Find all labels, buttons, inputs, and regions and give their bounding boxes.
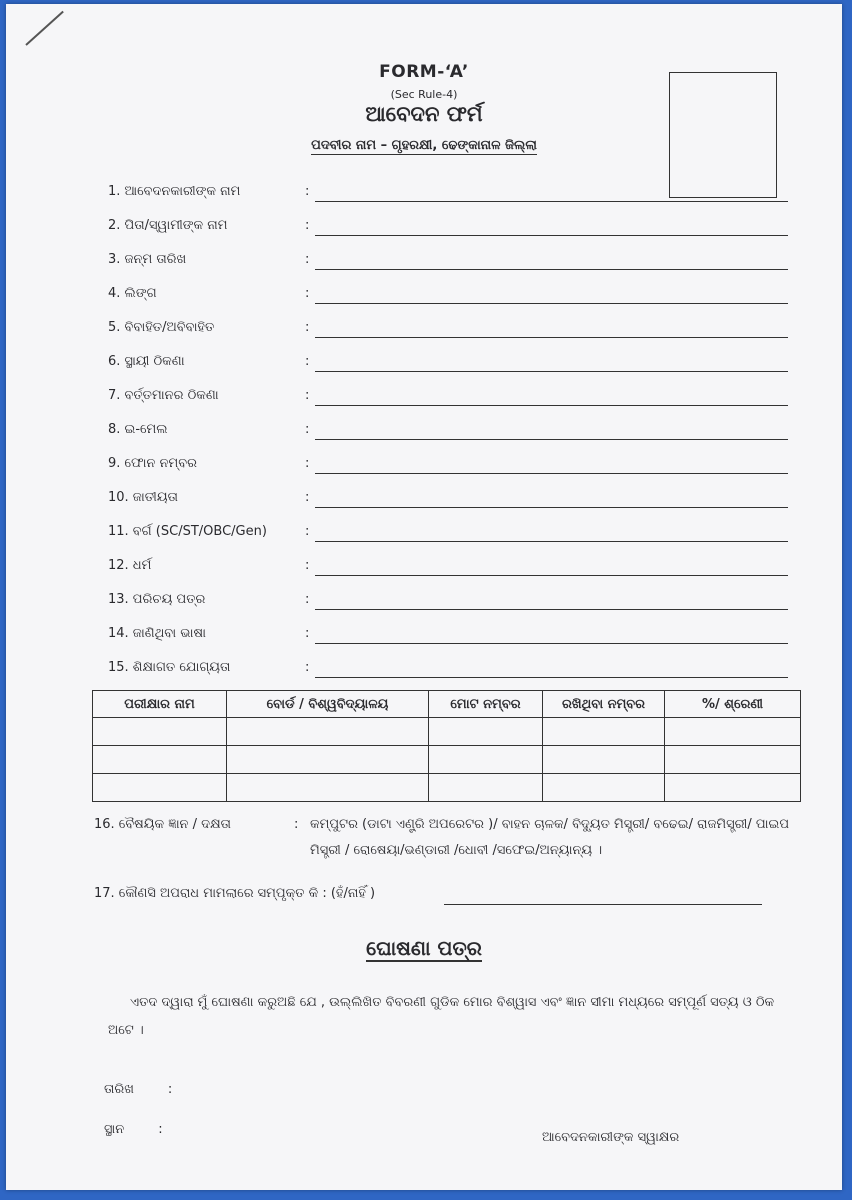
form-field	[108, 660, 788, 682]
form-field	[108, 354, 788, 376]
field-colon: :	[305, 388, 310, 403]
field-colon: :	[305, 252, 310, 267]
table-cell[interactable]	[227, 718, 429, 746]
form-field	[108, 524, 788, 546]
form-field	[108, 456, 788, 478]
table-cell[interactable]	[543, 718, 665, 746]
field-colon: :	[305, 592, 310, 607]
field-input-line[interactable]	[315, 201, 788, 202]
signature-label: ଆବେଦନକାରୀଙ୍କ ସ୍ୱାକ୍ଷର	[542, 1130, 680, 1145]
table-cell[interactable]	[665, 746, 801, 774]
field-label: 14. ଜାଣିଥିବା ଭାଷା	[108, 626, 207, 641]
field-colon: :	[305, 184, 310, 199]
table-row	[93, 746, 801, 774]
place-colon: :	[158, 1122, 163, 1137]
form-subheading: ପଦବୀର ନାମ – ଗୃହରକ୍ଷୀ, ଢେଙ୍କାନାଳ ଜିଲ୍ଲା	[311, 138, 537, 153]
field-input-line[interactable]	[315, 303, 788, 304]
table-row	[93, 774, 801, 802]
field-label: 13. ପରିଚୟ ପତ୍ର	[108, 592, 206, 607]
field-colon: :	[305, 626, 310, 641]
field-input-line[interactable]	[315, 507, 788, 508]
table-cell[interactable]	[429, 746, 543, 774]
field-input-line[interactable]	[315, 405, 788, 406]
field-label: 10. ଜାତୀୟତା	[108, 490, 178, 505]
table-cell[interactable]	[665, 718, 801, 746]
table-cell[interactable]	[227, 746, 429, 774]
field-input-line[interactable]	[315, 439, 788, 440]
skills-colon: :	[294, 817, 299, 832]
field-colon: :	[305, 320, 310, 335]
table-cell[interactable]	[93, 746, 227, 774]
form-field	[108, 252, 788, 274]
field-colon: :	[305, 354, 310, 369]
place-label: ସ୍ଥାନ	[104, 1122, 125, 1137]
table-row	[93, 718, 801, 746]
field-colon: :	[305, 422, 310, 437]
date-field[interactable]	[104, 1082, 172, 1097]
field-input-line[interactable]	[315, 337, 788, 338]
table-header: ବୋର୍ଡ / ବିଶ୍ୱବିଦ୍ୟାଳୟ	[227, 691, 429, 718]
field-input-line[interactable]	[315, 541, 788, 542]
form-field	[108, 626, 788, 648]
table-cell[interactable]	[543, 746, 665, 774]
form-field	[108, 490, 788, 512]
field-input-line[interactable]	[315, 575, 788, 576]
table-cell[interactable]	[543, 774, 665, 802]
field-label: 8. ଇ-ମେଲ	[108, 422, 168, 437]
field-label: 2. ପିତା/ସ୍ୱାମୀଙ୍କ ନାମ	[108, 218, 228, 233]
declaration-title: ଘୋଷଣା ପତ୍ର	[366, 936, 482, 960]
table-header-row	[93, 691, 801, 718]
field-label: 9. ଫୋନ ନମ୍ବର	[108, 456, 197, 471]
field-colon: :	[305, 558, 310, 573]
form-field	[108, 184, 788, 206]
form-heading: ଆବେଦନ ଫର୍ମ	[365, 102, 483, 126]
crime-label: 17. କୌଣସି ଅପରାଧ ମାମଲାରେ ସମ୍ପୃକ୍ତ କି : (ହଁ/ନାହିଁ )	[94, 886, 376, 901]
field-colon: :	[305, 456, 310, 471]
form-field	[108, 592, 788, 614]
table-cell[interactable]	[93, 718, 227, 746]
field-label: 6. ସ୍ଥାୟୀ ଠିକଣା	[108, 354, 185, 369]
field-label: 11. ବର୍ଗ (SC/ST/OBC/Gen)	[108, 524, 267, 539]
form-field	[108, 558, 788, 580]
form-field	[108, 388, 788, 410]
form-rule: (Sec Rule-4)	[390, 88, 458, 101]
table-header: %/ ଶ୍ରେଣୀ	[665, 691, 801, 718]
field-label: 1. ଆବେଦନକାରୀଙ୍କ ନାମ	[108, 184, 241, 199]
field-input-line[interactable]	[315, 235, 788, 236]
declaration-text: ଏତଦ ଦ୍ୱାରା ମୁଁ ଘୋଷଣା କରୁଅଛି ଯେ , ଉଲ୍ଲିଖିତ ବିବରଣୀ ଗୁଡିକ ମୋର ବିଶ୍ୱାସ ଏବଂ ଜ୍ଞାନ ସୀମା ମଧ୍ୟରେ ସମ୍ପୂର୍ଣ ସତ୍ୟ ଓ ଠିକ ଅଟେ ।	[108, 995, 775, 1038]
field-colon: :	[305, 524, 310, 539]
field-input-line[interactable]	[315, 371, 788, 372]
table-header: ମୋଟ ନମ୍ବର	[429, 691, 543, 718]
field-input-line[interactable]	[315, 609, 788, 610]
form-field	[108, 286, 788, 308]
field-label: 3. ଜନ୍ମ ତାରିଖ	[108, 252, 187, 267]
field-label: 12. ଧର୍ମ	[108, 558, 152, 573]
field-label: 5. ବିବାହିତ/ଅବିବାହିତ	[108, 320, 215, 335]
photo-box[interactable]	[669, 72, 777, 198]
table-header: ରଖିଥିବା ନମ୍ବର	[543, 691, 665, 718]
pen-mark	[25, 11, 63, 46]
table-cell[interactable]	[429, 718, 543, 746]
table-cell[interactable]	[227, 774, 429, 802]
crime-field	[94, 882, 794, 910]
table-cell[interactable]	[429, 774, 543, 802]
qualifications-table	[92, 690, 801, 802]
field-label: 15. ଶିକ୍ଷାଗତ ଯୋଗ୍ୟତା	[108, 660, 231, 675]
table-cell[interactable]	[665, 774, 801, 802]
field-colon: :	[305, 490, 310, 505]
form-field	[108, 422, 788, 444]
field-label: 7. ବର୍ତ୍ତମାନର ଠିକଣା	[108, 388, 219, 403]
field-input-line[interactable]	[315, 643, 788, 644]
form-field	[108, 218, 788, 240]
table-cell[interactable]	[93, 774, 227, 802]
skills-label: 16. ବୈଷୟିକ ଜ୍ଞାନ / ଦକ୍ଷତା	[94, 817, 231, 832]
form-field	[108, 320, 788, 342]
skills-options: କମ୍ପୁଟର (ଡାଟା ଏଣ୍ଟ୍ରି ଅପରେଟର )/ ବାହନ ଚାଳକ/ ବିଦ୍ୟୁତ ମିସ୍ତ୍ରୀ/ ବଢେଇ/ ରାଜମିସ୍ତ୍ରୀ/ ପାଇପ ମିସ୍ତ୍ରୀ / ରୋଷେୟା/ଭଣ୍ଡାରୀ /ଧୋବୀ /ସଫେଇ/ଅନ୍ୟାନ୍ୟ ।	[310, 817, 790, 858]
field-colon: :	[305, 660, 310, 675]
place-field[interactable]	[104, 1122, 163, 1137]
field-label: 4. ଲିଙ୍ଗ	[108, 286, 157, 301]
form-title: FORM-‘A’	[379, 62, 469, 82]
crime-input-line[interactable]	[444, 904, 762, 905]
date-label: ତାରିଖ	[104, 1082, 134, 1097]
date-colon: :	[167, 1082, 173, 1097]
field-input-line[interactable]	[315, 677, 788, 678]
field-colon: :	[305, 218, 310, 233]
field-input-line[interactable]	[315, 269, 788, 270]
form-paper	[6, 4, 842, 1190]
field-colon: :	[305, 286, 310, 301]
field-input-line[interactable]	[315, 473, 788, 474]
table-header: ପରୀକ୍ଷାର ନାମ	[93, 691, 227, 718]
